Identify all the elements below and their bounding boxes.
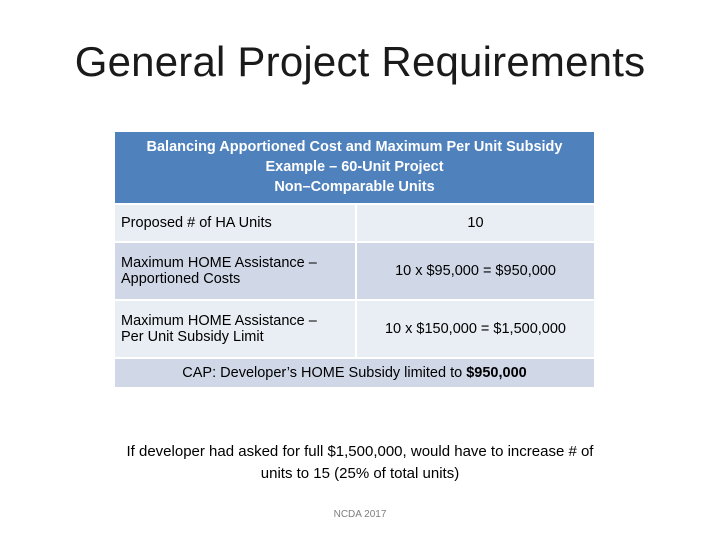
row-label-line: Maximum HOME Assistance – [121, 255, 317, 271]
row-label [115, 242, 356, 300]
table-header-line: Balancing Apportioned Cost and Maximum Per Unit Subsidy [146, 139, 563, 155]
subsidy-table [115, 132, 594, 387]
row-label-line: Apportioned Costs [121, 271, 241, 287]
row-label [115, 300, 356, 358]
cap-text [115, 358, 594, 387]
row-value: 10 x $150,000 = $1,500,000 [356, 300, 594, 358]
table-row [115, 242, 594, 300]
cap-amount: $950,000 [466, 365, 527, 381]
table-header-line: Non–Comparable Units [274, 179, 435, 195]
row-label-line: Per Unit Subsidy Limit [121, 329, 264, 345]
row-label [115, 204, 356, 242]
row-label-line: Proposed # of HA Units [121, 215, 272, 231]
cap-row [115, 358, 594, 387]
note-line: If developer had asked for full $1,500,000, would have to increase # of [126, 443, 594, 460]
table-header [115, 132, 594, 204]
note-line: units to 15 (25% of total units) [260, 465, 460, 482]
note-text [90, 441, 630, 485]
table-row [115, 204, 594, 242]
table-row [115, 300, 594, 358]
footer-text: NCDA 2017 [333, 509, 387, 520]
row-value: 10 x $95,000 = $950,000 [356, 242, 594, 300]
cap-prefix: CAP: Developer’s HOME Subsidy limited to [182, 365, 467, 381]
row-label-line: Maximum HOME Assistance – [121, 313, 317, 329]
row-value: 10 [356, 204, 594, 242]
table-header-line: Example – 60-Unit Project [265, 159, 444, 175]
slide-title: General Project Requirements [74, 38, 646, 85]
